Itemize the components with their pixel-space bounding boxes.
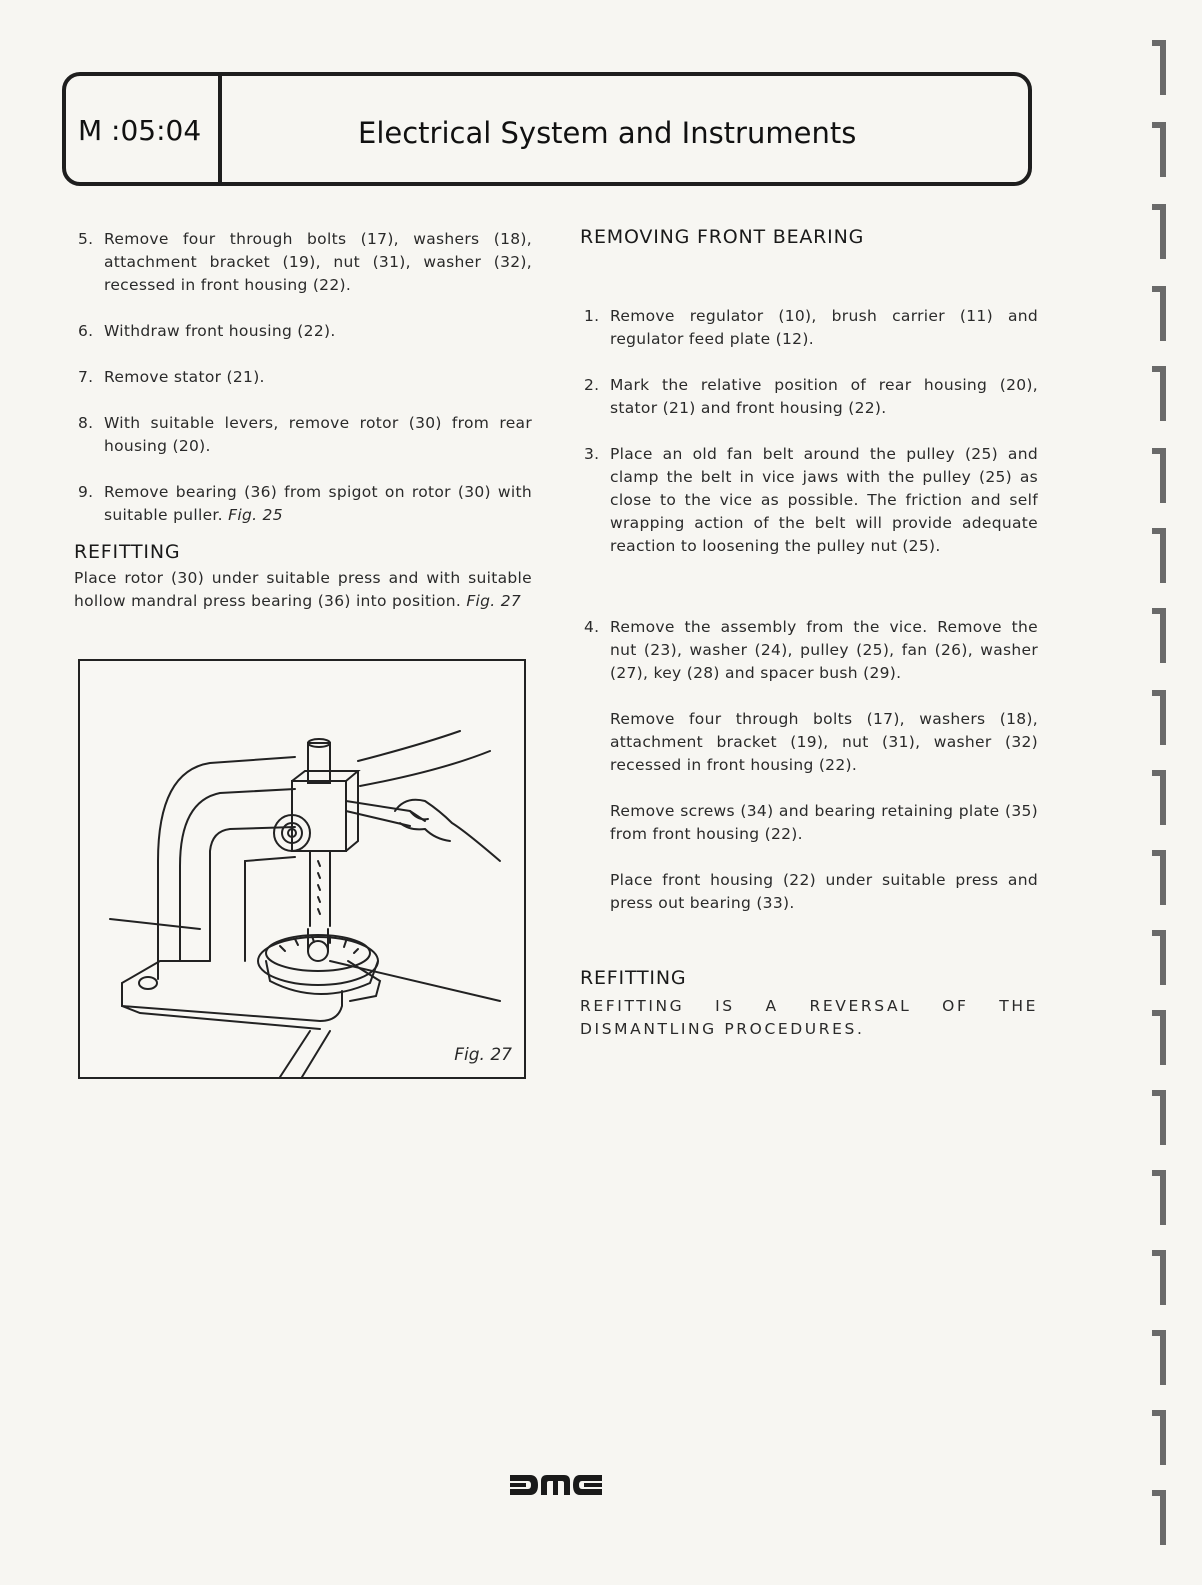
step-text: With suitable levers, remove rotor (30) from rear housing (20). xyxy=(104,414,532,455)
step-number: 2. xyxy=(584,376,600,394)
step-text: Withdraw front housing (22). xyxy=(104,322,336,340)
step-text: Place an old fan belt around the pulley (25) and clamp the belt in vice jaws with the pulley (25) as close to the vice as possible. The friction and self wrapping action of the belt will provide adequate reaction to loosening the pulley nut (25). xyxy=(610,445,1038,555)
index-tab xyxy=(1152,1330,1166,1385)
index-tab xyxy=(1152,1090,1166,1145)
index-tab xyxy=(1152,770,1166,825)
step-6 xyxy=(74,320,532,343)
header-divider xyxy=(218,72,222,186)
step-text: Remove the assembly from the vice. Remove the nut (23), washer (24), pulley (25), fan (26), washer (27), key (28) and spacer bush (29). xyxy=(610,618,1038,682)
index-tab xyxy=(1152,204,1166,259)
right-column xyxy=(580,226,1038,1041)
figure-caption: Fig. 27 xyxy=(454,1045,512,1065)
step-3 xyxy=(580,443,1038,558)
step-number: 1. xyxy=(584,307,600,325)
section-code: M :05:04 xyxy=(78,114,202,147)
left-column xyxy=(74,228,532,613)
figure-reference: Fig. 27 xyxy=(466,592,522,610)
index-tab xyxy=(1152,286,1166,341)
step-number: 3. xyxy=(584,445,600,463)
step-4 xyxy=(580,616,1038,685)
step-text: Mark the relative position of rear housing (20), stator (21) and front housing (22). xyxy=(610,376,1038,417)
press-illustration xyxy=(80,661,524,1077)
step-number: 5. xyxy=(78,230,94,248)
index-tab xyxy=(1152,122,1166,177)
index-tab xyxy=(1152,366,1166,421)
index-tab xyxy=(1152,850,1166,905)
step-5 xyxy=(74,228,532,297)
index-tab xyxy=(1152,1490,1166,1545)
step-1 xyxy=(580,305,1038,351)
dmc-logo xyxy=(510,1475,602,1499)
index-tab xyxy=(1152,1250,1166,1305)
index-tab xyxy=(1152,608,1166,663)
step-2 xyxy=(580,374,1038,420)
step-text: Remove regulator (10), brush carrier (11) and regulator feed plate (12). xyxy=(610,307,1038,348)
refitting-body: Place rotor (30) under suitable press and with suitable hollow mandral press bearing (36) into position. xyxy=(74,569,532,610)
step-9 xyxy=(74,481,532,527)
index-tab xyxy=(1152,40,1166,95)
paragraph: Place front housing (22) under suitable press and press out bearing (33). xyxy=(610,871,1038,912)
refitting-text: REFITTING IS A REVERSAL OF THE DISMANTLING PROCEDURES. xyxy=(580,997,1038,1038)
index-tab xyxy=(1152,930,1166,985)
index-tab xyxy=(1152,448,1166,503)
index-tabs xyxy=(1152,0,1172,1585)
step-text: Remove stator (21). xyxy=(104,368,265,386)
step-number: 4. xyxy=(584,618,600,636)
step-text: Remove bearing (36) from spigot on rotor (30) with suitable puller. xyxy=(104,483,532,524)
index-tab xyxy=(1152,1010,1166,1065)
paragraph: Remove four through bolts (17), washers (18), attachment bracket (19), nut (31), washer (32) recessed in front housing (22). xyxy=(610,710,1038,774)
refitting-text xyxy=(74,567,532,613)
figure-reference: Fig. 25 xyxy=(228,506,283,524)
index-tab xyxy=(1152,528,1166,583)
index-tab xyxy=(1152,1410,1166,1465)
refitting-heading: REFITTING xyxy=(74,541,181,563)
page-title: Electrical System and Instruments xyxy=(358,116,857,150)
step-8 xyxy=(74,412,532,458)
step-number: 8. xyxy=(78,414,94,432)
step-number: 6. xyxy=(78,322,94,340)
section-heading: REMOVING FRONT BEARING xyxy=(580,226,865,248)
index-tab xyxy=(1152,1170,1166,1225)
step-number: 7. xyxy=(78,368,94,386)
index-tab xyxy=(1152,690,1166,745)
dmc-logo-mark xyxy=(510,1475,602,1495)
step-number: 9. xyxy=(78,483,94,501)
step-7 xyxy=(74,366,532,389)
step-text: Remove four through bolts (17), washers (18), attachment bracket (19), nut (31), washer (32), recessed in front housing (22). xyxy=(104,230,532,294)
paragraph: Remove screws (34) and bearing retaining plate (35) from front housing (22). xyxy=(610,802,1038,843)
refitting-heading: REFITTING xyxy=(580,967,687,989)
figure-27 xyxy=(78,659,526,1079)
